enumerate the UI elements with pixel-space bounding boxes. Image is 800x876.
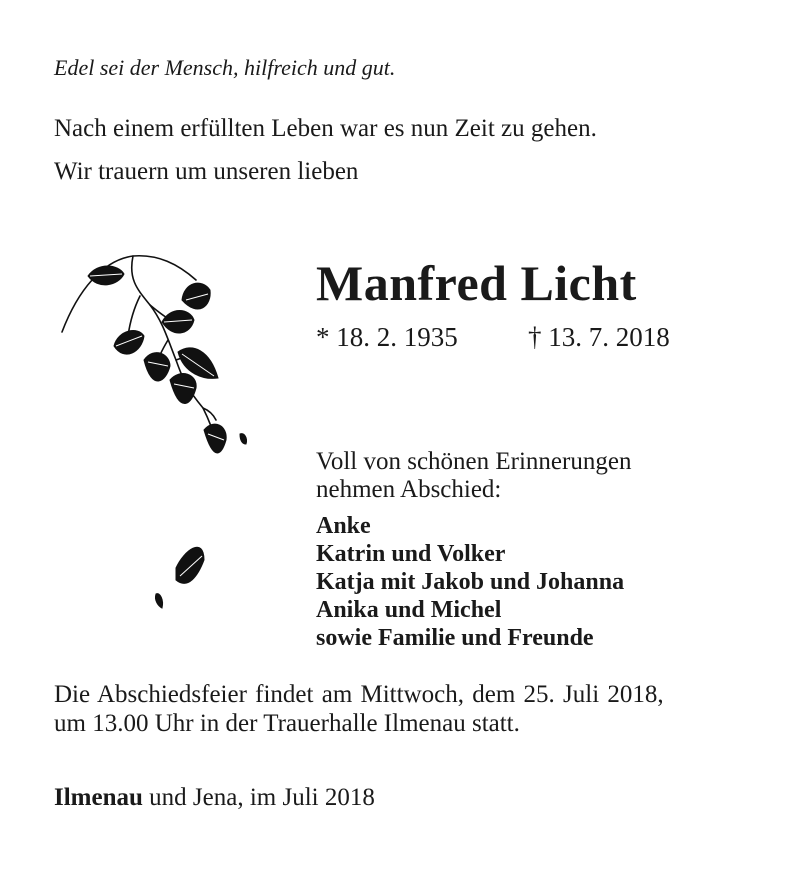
farewell-line-1: Voll von schönen Erinnerungen <box>316 448 632 475</box>
farewell-text <box>316 448 631 504</box>
place-rest: und Jena, im Juli 2018 <box>142 784 375 811</box>
motto-quote: Edel sei der Mensch, hilfreich und gut. <box>54 55 396 80</box>
place-city: Ilmenau <box>54 784 143 811</box>
intro-line-1: Nach einem erfüllten Leben war es nun Zeit zu gehen. <box>54 115 597 142</box>
mourner-item: Katrin und Volker <box>316 541 506 567</box>
birch-branch-icon <box>58 250 258 620</box>
mourner-item: sowie Familie und Freunde <box>316 625 594 651</box>
intro-line-2: Wir trauern um unseren lieben <box>54 158 359 185</box>
mourners-list <box>316 512 624 652</box>
mourner-item: Katja mit Jakob und Johanna <box>316 569 625 595</box>
ceremony-notice <box>54 680 750 738</box>
place-and-date <box>54 784 375 812</box>
mourner-item: Anke <box>316 513 371 539</box>
death-date: † 13. 7. 2018 <box>528 322 670 352</box>
birth-date: * 18. 2. 1935 <box>316 322 458 352</box>
farewell-line-2: nehmen Abschied: <box>316 476 502 503</box>
ceremony-line-2: um 13.00 Uhr in der Trauerhalle Ilmenau statt. <box>54 710 520 737</box>
ceremony-line-1: Die Abschiedsfeier findet am Mittwoch, dem 25. Juli 2018, <box>54 681 664 708</box>
deceased-name: Manfred Licht <box>316 255 637 311</box>
mourner-item: Anika und Michel <box>316 597 502 623</box>
